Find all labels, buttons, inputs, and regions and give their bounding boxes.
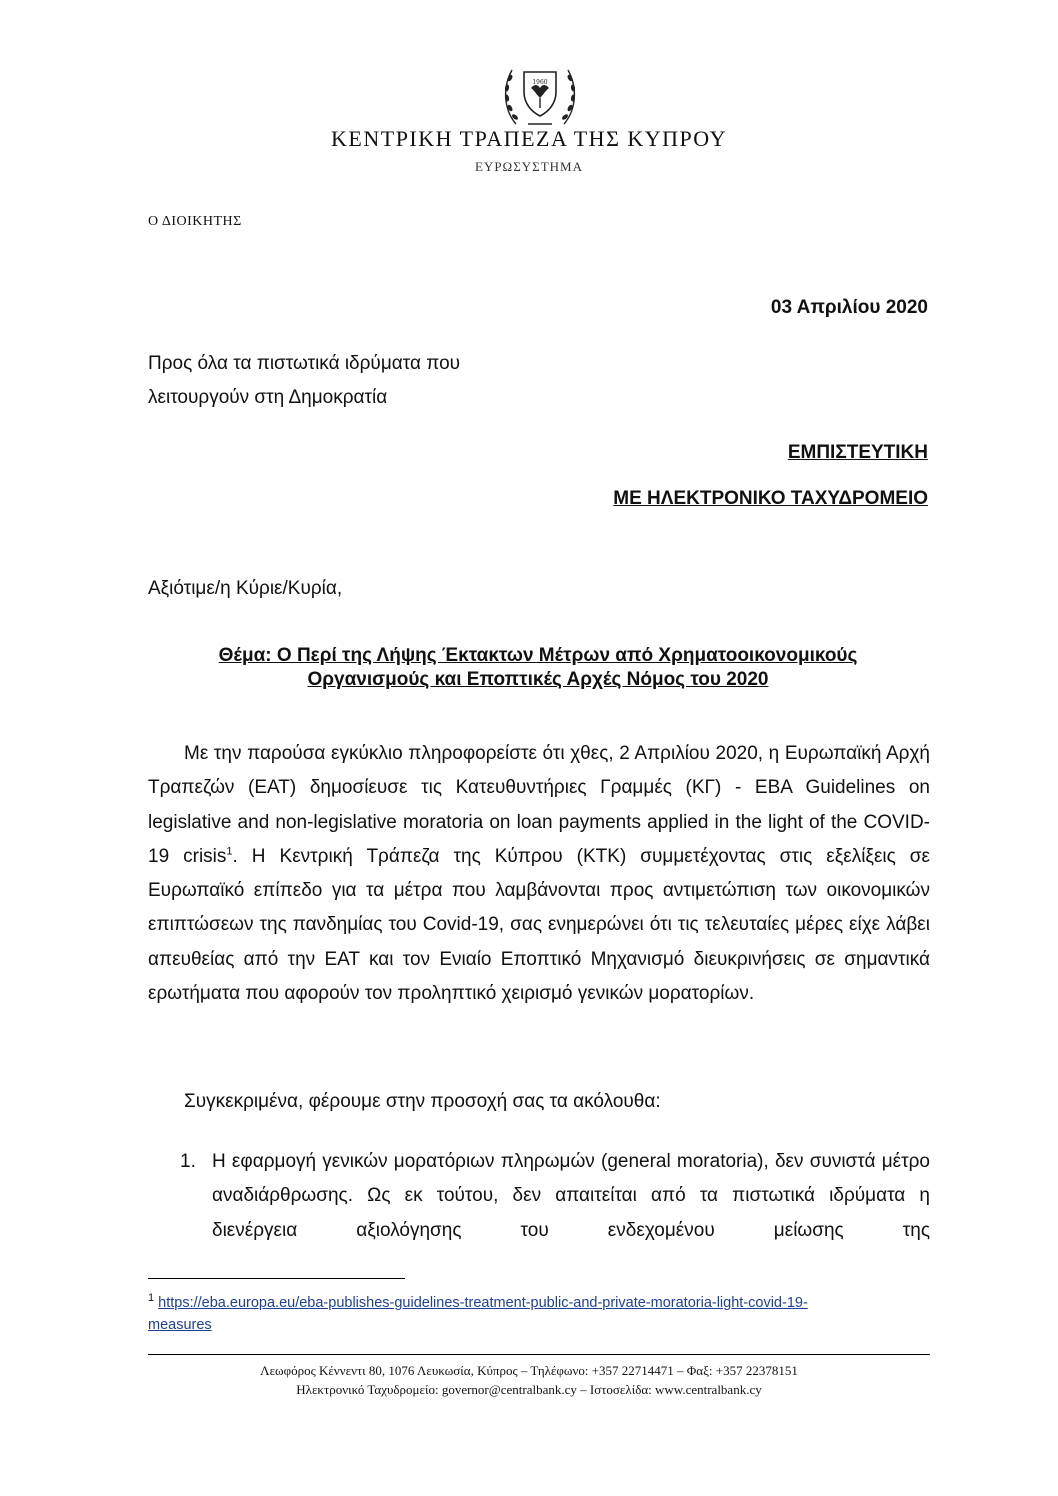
list-item-text: Η εφαρμογή γενικών μορατόριων πληρωμών (general moratoria), δεν συνιστά μέτρο αναδιάρθρωσης. Ως εκ τούτου, δεν απαιτείται από τα πιστωτικά ιδρύματα η διενέργεια αξιολόγησης του ενδεχομένου μείωσης της (212, 1151, 930, 1241)
subject-line: Οργανισμούς και Εποπτικές Αρχές Νόμος του 2020 (307, 669, 769, 690)
body-paragraph (148, 737, 930, 1011)
governor-label: Ο ΔΙΟΙΚΗΤΗΣ (148, 214, 242, 229)
paragraph-text: . Η Κεντρική Τράπεζα της Κύπρου (ΚΤΚ) συμμετέχοντας στις εξελίξεις σε Ευρωπαϊκό επίπεδο για τα μέτρα που λαμβάνονται προς αντιμετώπιση των οικονομικών επιπτώσεων της πανδημίας του Covid-19, σας ενημερώνει ότι τις τελευταίες μέρες είχε λάβει απευθείας από την ΕΑΤ και τον Ενιαίο Εποπτικό Μηχανισμό διευκρινήσεις σε σημαντικά ερωτήματα που αφορούν τον προληπτικό χειρισμό γενικών μορατορίων. (148, 845, 930, 1005)
footer-contact: Ηλεκτρονικό Ταχυδρομείο: governor@centralbank.cy – Ιστοσελίδα: www.centralbank.cy (296, 1382, 762, 1397)
footer-divider (148, 1354, 930, 1355)
delivery-method-label: ΜΕ ΗΛΕΚΤΡΟΝΙΚΟ ΤΑΧΥΔΡΟΜΕΙΟ (613, 488, 928, 509)
letter-date: 03 Απριλίου 2020 (770, 297, 928, 318)
recipient-line: λειτουργούν στη Δημοκρατία (148, 387, 388, 408)
footer-address: Λεωφόρος Κέννεντι 80, 1076 Λευκωσία, Κύπρος – Τηλέφωνο: +357 22714471 – Φαξ: +357 22378151 (260, 1363, 798, 1378)
bank-name: ΚΕΝΤΡΙΚΗ ΤΡΑΠΕΖΑ ΤΗΣ ΚΥΠΡΟΥ (331, 126, 727, 151)
svg-text:1960: 1960 (532, 79, 548, 86)
recipient-line: Προς όλα τα πιστωτικά ιδρύματα που (148, 353, 461, 374)
footnote-link[interactable]: https://eba.europa.eu/eba-publishes-guidelines-treatment-public-and-private-moratoria-light-covid-19- measures (148, 1295, 808, 1333)
salutation: Αξιότιμε/η Κύριε/Κυρία, (148, 578, 343, 599)
cyprus-emblem-logo (498, 58, 582, 132)
subject-line: Θέμα: Ο Περί της Λήψης Έκτακτων Μέτρων από Χρηματοοικονομικούς (218, 645, 858, 666)
subject-heading (148, 644, 928, 692)
confidential-label: ΕΜΠΙΣΤΕΥΤΙΚΗ (787, 442, 928, 463)
footnote-divider (148, 1278, 405, 1279)
footnote (148, 1292, 948, 1336)
body-paragraph: Συγκεκριμένα, φέρουμε στην προσοχή σας τα ακόλουθα: (184, 1091, 661, 1112)
numbered-list-item (180, 1145, 930, 1248)
footnote-reference[interactable]: 1 (226, 845, 233, 858)
eurosystem-label: ΕΥΡΩΣΥΣΤΗΜΑ (474, 159, 584, 174)
paragraph-text: Με την παρούσα εγκύκλιο πληροφορείστε ότι χθες, 2 Απριλίου 2020, η Ευρωπαϊκή Αρχή Τραπεζών (ΕΑΤ) δημοσίευσε τις Κατευθυντήριες Γραμμές (ΚΓ) - EBA Guidelines on legislative and non-legislative moratoria on loan payments applied in the light of the COVID-19 crisis (148, 743, 930, 867)
footnote-marker: 1 (148, 1292, 155, 1305)
recipient-block (148, 347, 460, 415)
list-item-number: 1. (180, 1151, 196, 1172)
